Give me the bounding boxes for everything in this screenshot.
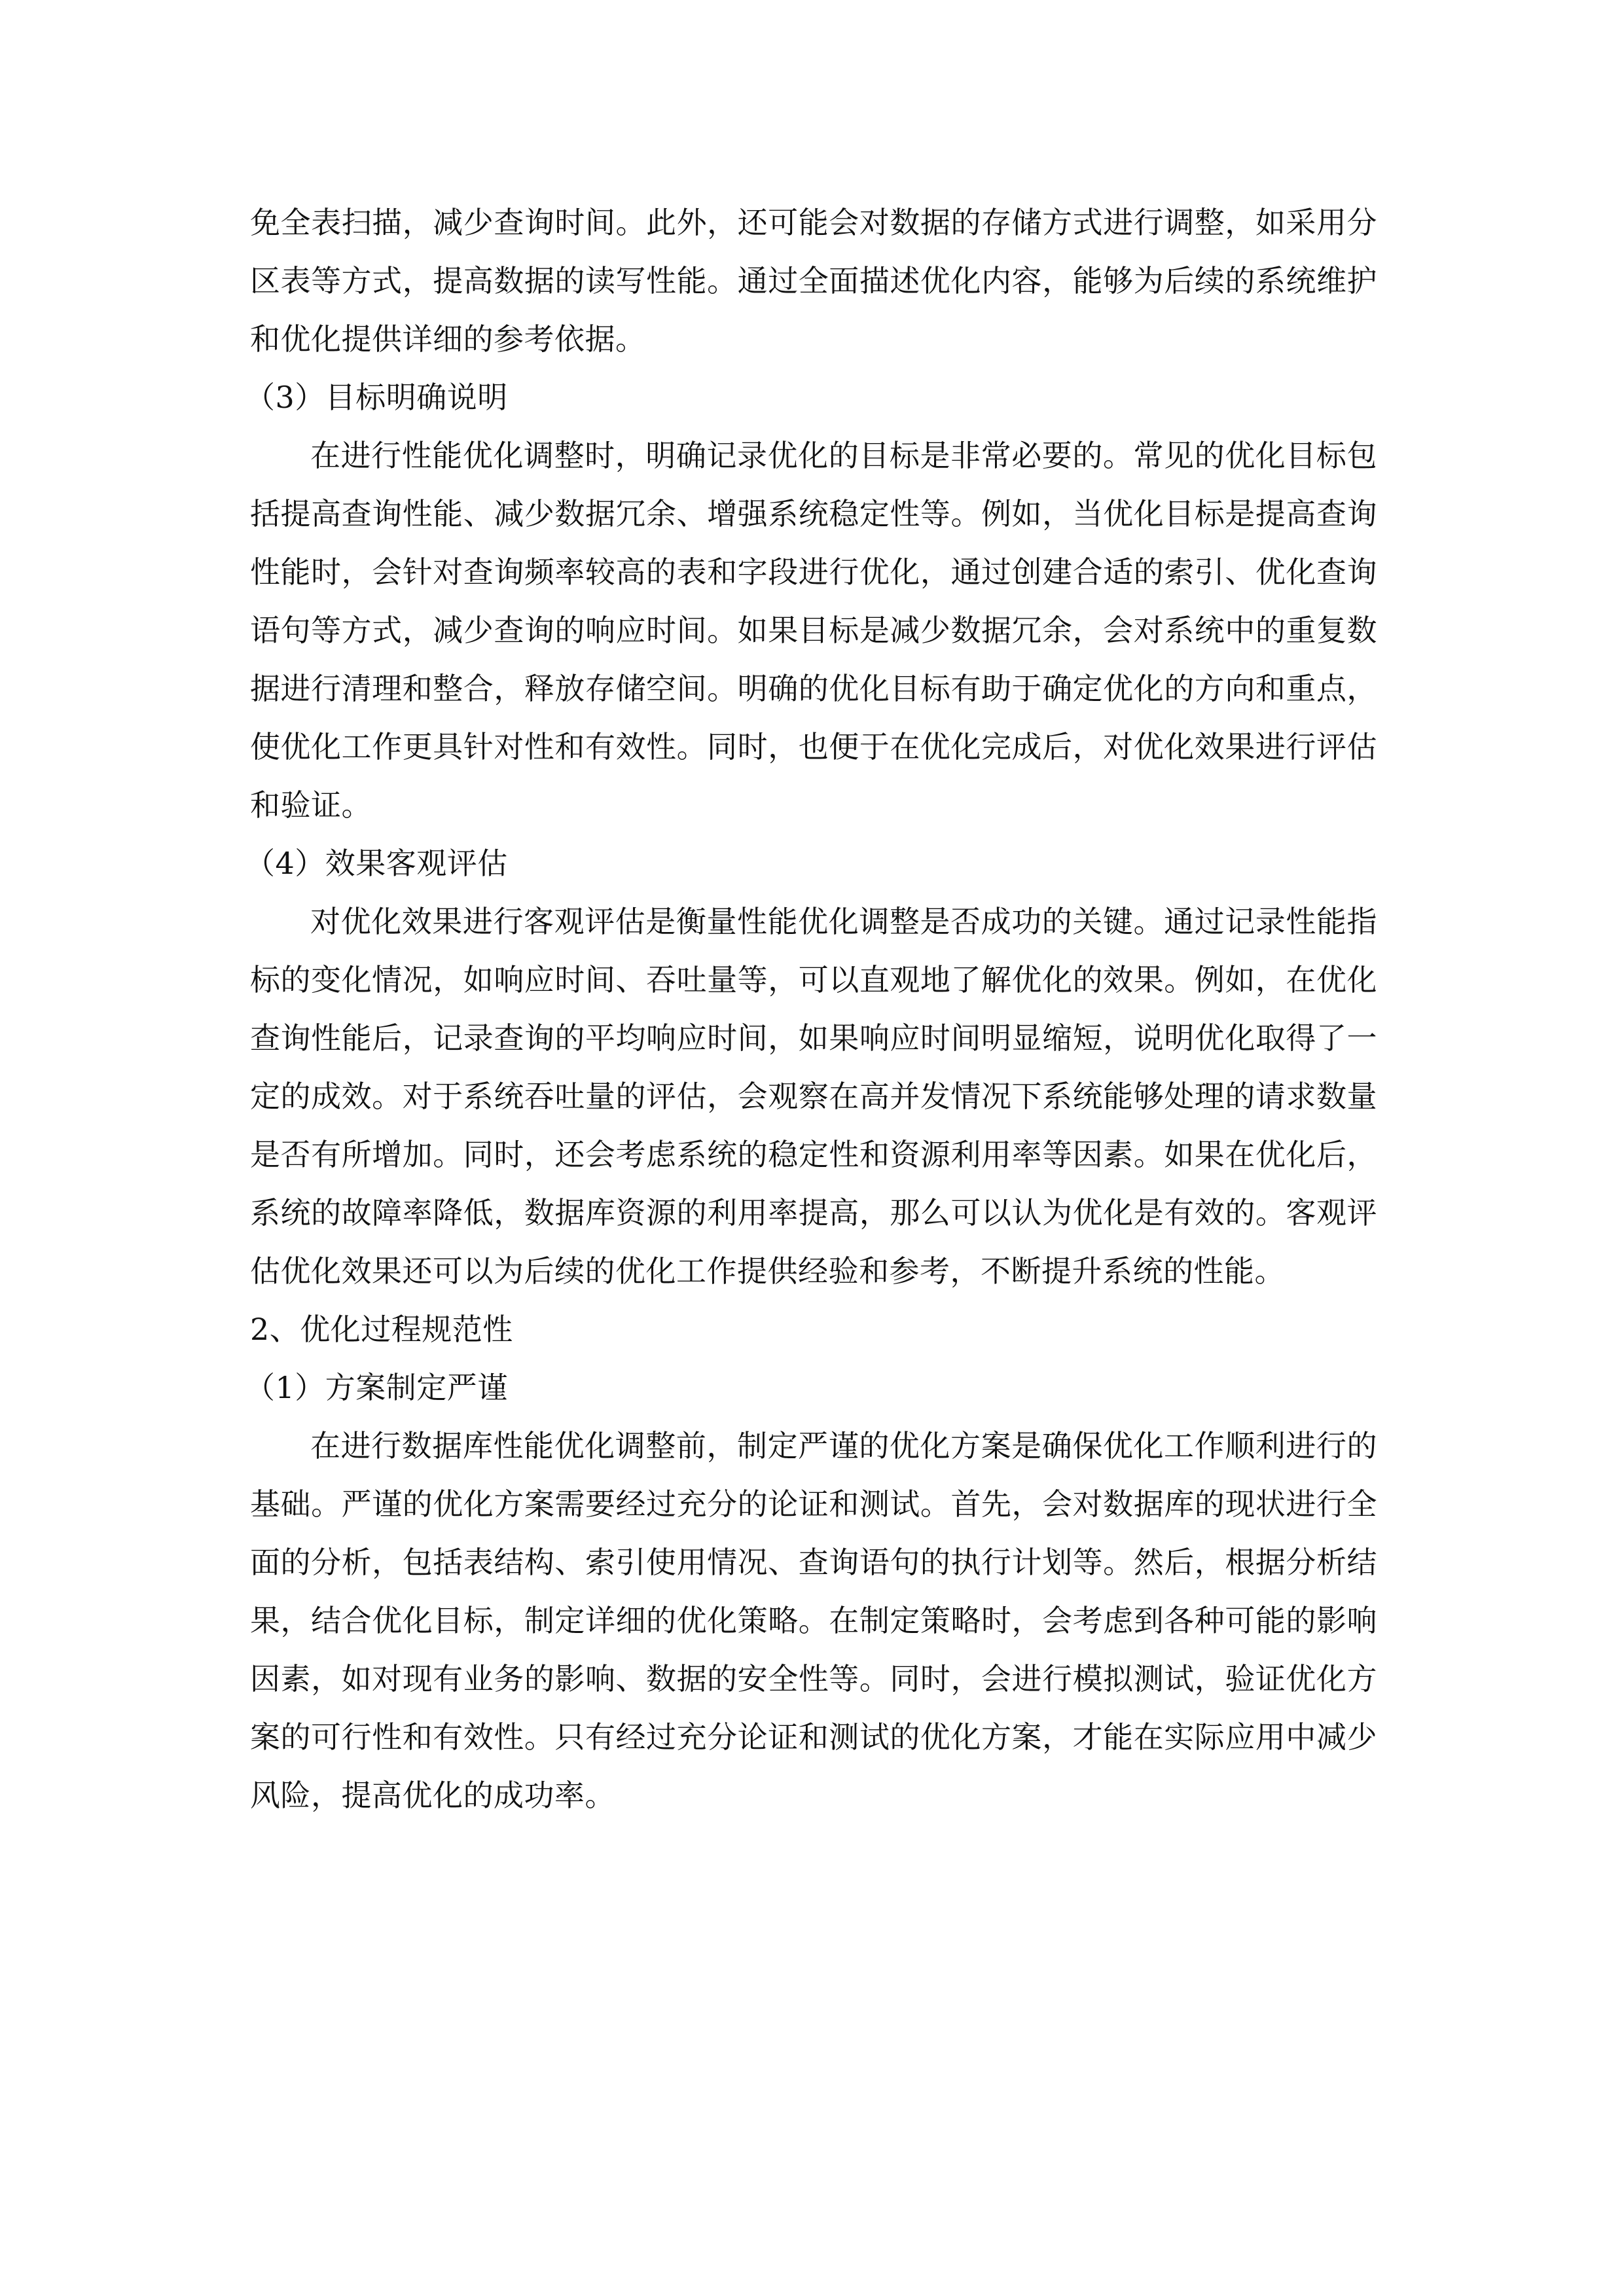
subheading-goal-clarity: （3）目标明确说明 xyxy=(245,380,508,415)
subheading-objective-evaluation: （4）效果客观评估 xyxy=(245,846,508,881)
paragraph-goal-clarity: 在进行性能优化调整时，明确记录优化的目标是非常必要的。常见的优化目标包括提高查询性能、减少数据冗余、增强系统稳定性等。例如，当优化目标是提高查询性能时，会针对查询频率较高的表和字段进行优化，通过创建合适的索引、优化查询语句等方式，减少查询的响应时间。如果目标是减少数据冗余，会对系统中的重复数据进行清理和整合，释放存储空间。明确的优化目标有助于确定优化的方向和重点，使优化工作更具针对性和有效性。同时，也便于在优化完成后，对优化效果进行评估和验证。 xyxy=(250,438,1377,823)
paragraph-objective-evaluation: 对优化效果进行客观评估是衡量性能优化调整是否成功的关键。通过记录性能指标的变化情况，如响应时间、吞吐量等，可以直观地了解优化的效果。例如，在优化查询性能后，记录查询的平均响应时间，如果响应时间明显缩短，说明优化取得了一定的成效。对于系统吞吐量的评估，会观察在高并发情况下系统能够处理的请求数量是否有所增加。同时，还会考虑系统的稳定性和资源利用率等因素。如果在优化后，系统的故障率降低，数据库资源的利用率提高，那么可以认为优化是有效的。客观评估优化效果还可以为后续的优化工作提供经验和参考，不断提升系统的性能。 xyxy=(250,904,1377,1289)
document-page xyxy=(245,194,1377,1825)
paragraph-rigorous-planning: 在进行数据库性能优化调整前，制定严谨的优化方案是确保优化工作顺利进行的基础。严谨的优化方案需要经过充分的论证和测试。首先，会对数据库的现状进行全面的分析，包括表结构、索引使用情况、查询语句的执行计划等。然后，根据分析结果，结合优化目标，制定详细的优化策略。在制定策略时，会考虑到各种可能的影响因素，如对现有业务的影响、数据的安全性等。同时，会进行模拟测试，验证优化方案的可行性和有效性。只有经过充分论证和测试的优化方案，才能在实际应用中减少风险，提高优化的成功率。 xyxy=(250,1428,1377,1813)
section-heading-process-standardization: 2、优化过程规范性 xyxy=(250,1312,513,1347)
paragraph-continued-optimization-content: 免全表扫描，减少查询时间。此外，还可能会对数据的存储方式进行调整，如采用分区表等方式，提高数据的读写性能。通过全面描述优化内容，能够为后续的系统维护和优化提供详细的参考依据。 xyxy=(250,205,1377,357)
subheading-rigorous-planning: （1）方案制定严谨 xyxy=(245,1370,508,1405)
